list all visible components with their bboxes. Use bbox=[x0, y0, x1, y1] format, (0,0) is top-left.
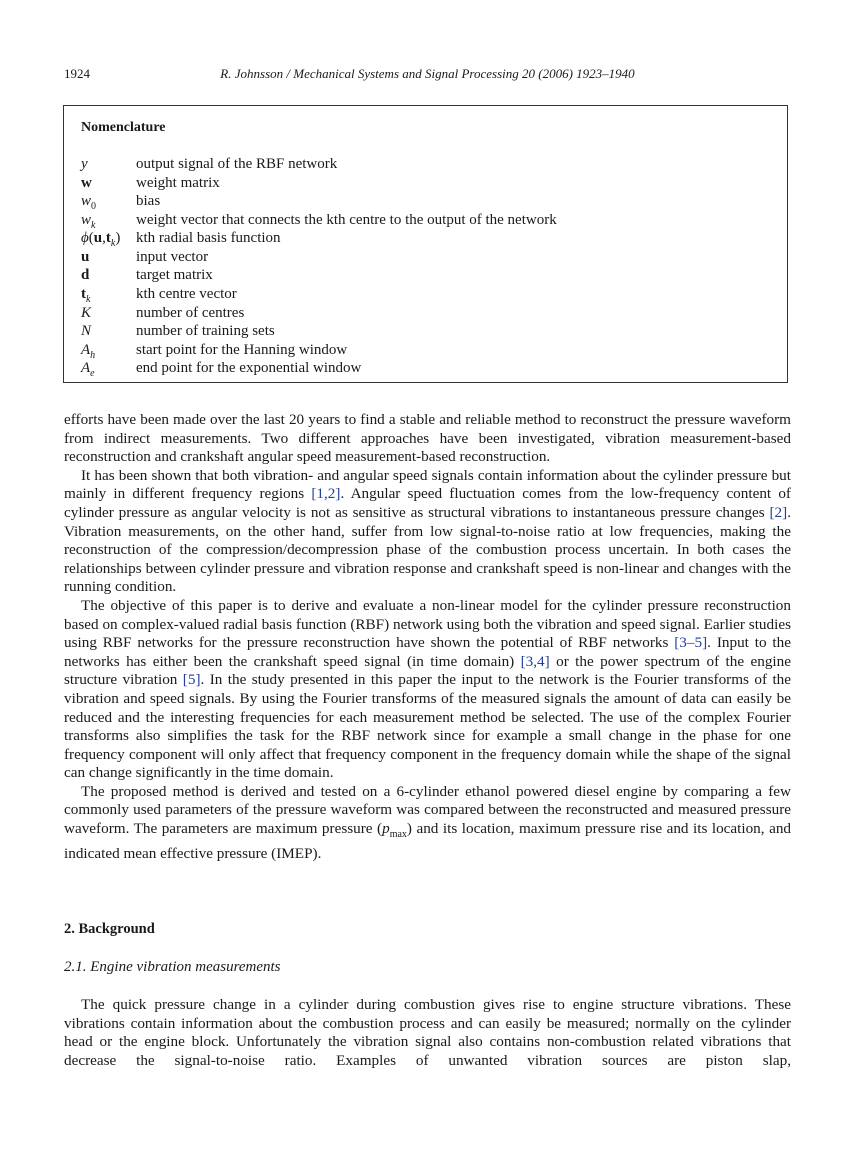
nomenclature-definition: number of training sets bbox=[136, 323, 275, 339]
running-head: R. Johnsson / Mechanical Systems and Signal Processing 20 (2006) 1923–1940 bbox=[220, 66, 635, 81]
nomenclature-row bbox=[81, 304, 244, 322]
page-number: 1924 bbox=[64, 66, 90, 81]
nomenclature-title: Nomenclature bbox=[81, 120, 166, 135]
nomenclature-definition: bias bbox=[136, 193, 161, 209]
subsection-heading: 2.1. Engine vibration measurements bbox=[64, 959, 281, 975]
nomenclature-symbol: $w_k$ bbox=[81, 212, 96, 231]
nomenclature-symbol: $A_h$ bbox=[81, 342, 96, 361]
nomenclature-symbol: $t_k$ bbox=[81, 286, 91, 305]
section-heading: 2. Background bbox=[64, 921, 155, 937]
paragraph-1: efforts have been made over the last 20 years to find a stable and reliable method to reconstruct the pressure waveform from indirect measurements. Two different approaches have been investigated, vibration measurement-based reconstruction and crankshaft angular speed measurement-based reconstruction. bbox=[64, 411, 791, 466]
symbol-subscript: max bbox=[389, 829, 407, 841]
nomenclature-symbol: $w_0$ bbox=[81, 193, 97, 212]
nomenclature-definition: kth centre vector bbox=[136, 286, 237, 302]
nomenclature-definition: number of centres bbox=[136, 305, 245, 321]
nomenclature-row bbox=[81, 322, 275, 340]
nomenclature-definition: target matrix bbox=[136, 267, 213, 283]
citation-link[interactable]: [3,4] bbox=[520, 652, 550, 670]
citation-link[interactable]: [3–5] bbox=[674, 634, 708, 652]
nomenclature-symbol: u bbox=[81, 249, 90, 265]
nomenclature-definition: start point for the Hanning window bbox=[136, 342, 348, 358]
nomenclature-box bbox=[63, 105, 788, 383]
nomenclature-definition: weight matrix bbox=[136, 175, 220, 191]
nomenclature-definition: end point for the exponential window bbox=[136, 360, 362, 376]
nomenclature-symbol: N bbox=[81, 323, 92, 339]
paragraph-5: The quick pressure change in a cylinder during combustion gives rise to engine structure vibrations. These vibrations contain information about the combustion process and can easily be measured; normally on the cylinder head or the engine block. Unfortunately the vibration signal also contains non-combustion related vibrations that decrease the signal-to-noise ratio. Examples of unwanted vibration sources are piston slap, bbox=[64, 996, 791, 1069]
paragraph-4: The proposed method is derived and tested on a 6-cylinder ethanol powered diesel engine by comparing a few commonly used parameters of the pressure waveform was compared between the reconstructed and measured pressure waveform. The parameters are maximum pressure $(p_{max})$ and its location, maximum pressure rise and its location, and indicated mean effective pressure (IMEP). bbox=[64, 782, 792, 862]
nomenclature-definition: output signal of the RBF network bbox=[136, 156, 338, 172]
nomenclature-row bbox=[81, 359, 361, 383]
nomenclature-row bbox=[81, 266, 213, 284]
nomenclature-definition: input vector bbox=[136, 249, 209, 265]
symbol-p: p bbox=[382, 820, 390, 838]
citation-link[interactable]: [2] bbox=[769, 503, 788, 521]
body-text-intro bbox=[64, 411, 791, 863]
paragraph-3: The objective of this paper is to derive and evaluate a non-linear model for the cylinder pressure reconstruction based on complex-valued radial basis function (RBF) network using both the vibration and speed signal. Earlier studies using RBF networks for the pressure reconstruction have shown the potential of RBF networks [3–5]. Input to the networks has either been the crankshaft speed signal (in time domain) [3,4] or the power spectrum of the engine structure vibration [5]. In the study presented in this paper the input to the network is the Fourier transforms of the vibration and speed signals. By using the Fourier transforms of the measured signals the amount of data can easily be reduced and the interesting frequencies for each measurement method be selected. The use of the complex Fourier transforms also simplifies the task for the RBF network since for example a small change in the phase for one frequency component will only affect that frequency component in the frequency domain while the shape of the signal can change significantly in the time domain. bbox=[64, 596, 791, 782]
nomenclature-symbol: d bbox=[81, 267, 90, 283]
nomenclature-symbol: $A_e$ bbox=[81, 360, 95, 379]
nomenclature-row bbox=[81, 174, 220, 192]
nomenclature-definition: kth radial basis function bbox=[136, 230, 281, 246]
nomenclature-row bbox=[81, 248, 208, 266]
body-text-background bbox=[64, 996, 791, 1070]
citation-link[interactable]: [1,2] bbox=[311, 485, 341, 503]
nomenclature-symbol: y bbox=[81, 156, 88, 172]
nomenclature-symbol: $\phi(u,t_k)$ bbox=[81, 230, 121, 249]
running-header bbox=[64, 66, 791, 86]
nomenclature-row bbox=[81, 155, 337, 173]
citation-link[interactable]: [5] bbox=[182, 671, 201, 689]
nomenclature-definition: weight vector that connects the kth centre to the output of the network bbox=[136, 212, 557, 228]
nomenclature-symbol: K bbox=[81, 305, 92, 321]
nomenclature-symbol: w bbox=[81, 175, 92, 191]
paragraph-2: It has been shown that both vibration- and angular speed signals contain information about the cylinder pressure but mainly in different frequency regions [1,2]. Angular speed fluctuation comes from the low-frequency content of cylinder pressure as angular velocity is not as sensitive as structural vibrations to instantaneous pressure changes [2]. Vibration measurements, on the other hand, suffer from low signal-to-noise ratio at low frequencies, making the reconstruction of the compression/decompression phase of the combustion process uncertain. In both cases the relationships between cylinder pressure and vibration response and crankshaft speed is non-linear and changes with the running condition. bbox=[64, 466, 791, 596]
